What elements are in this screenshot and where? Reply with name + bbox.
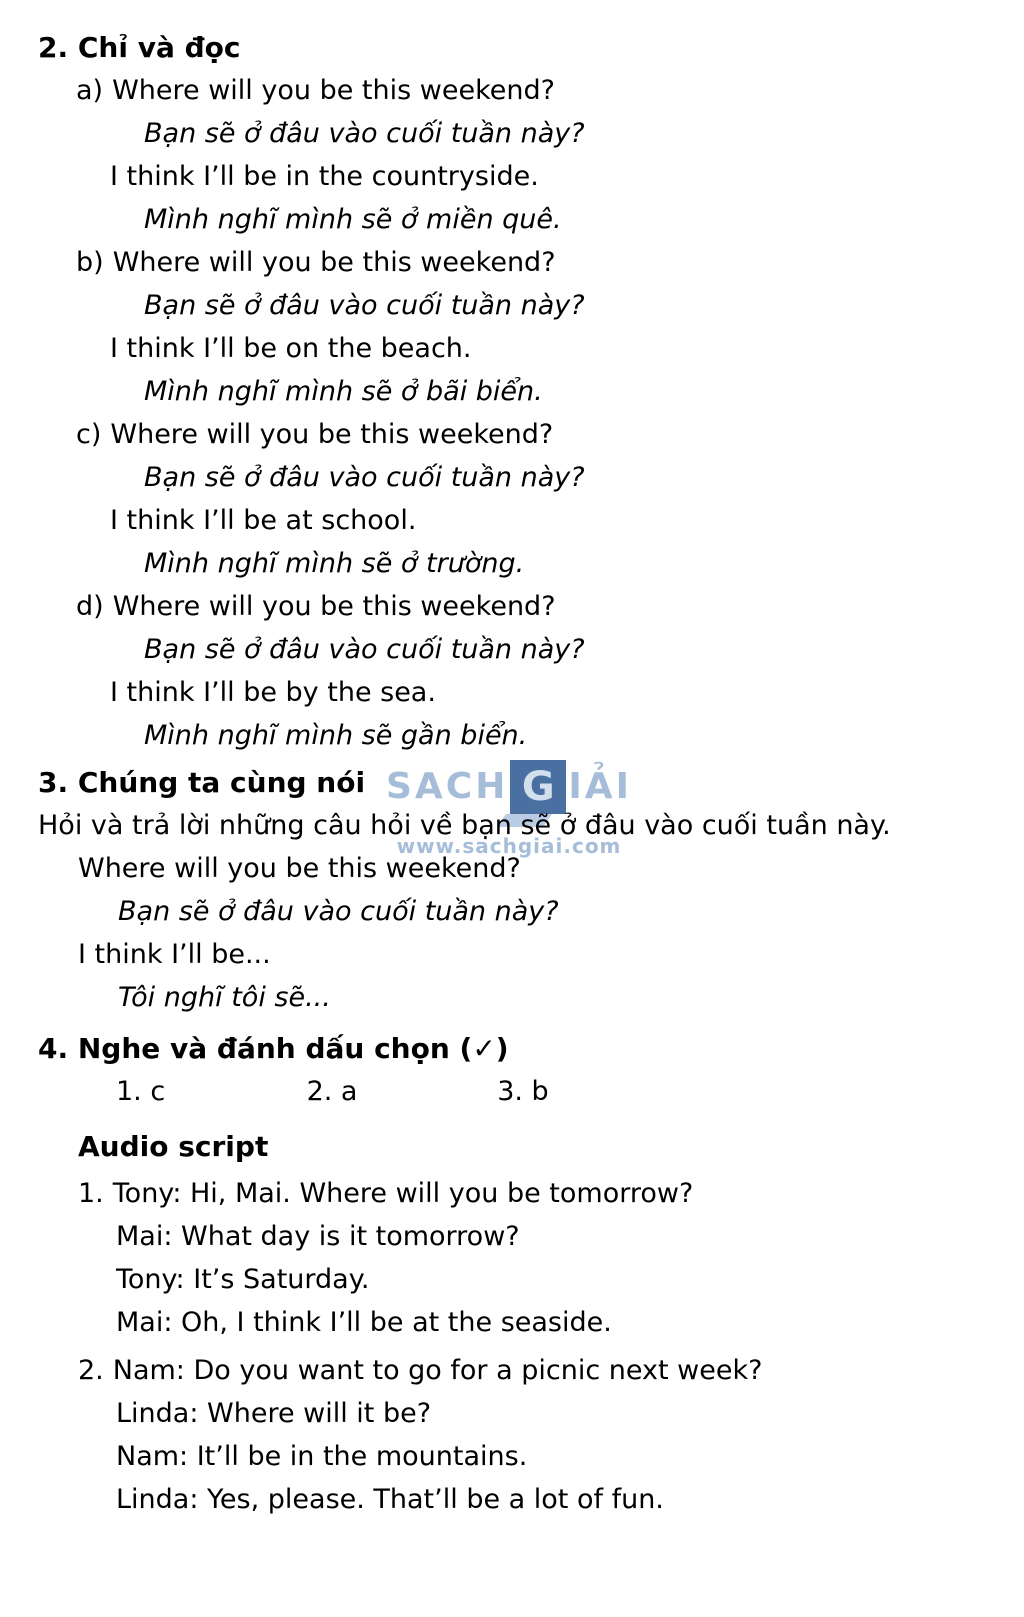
answer-vi: Mình nghĩ mình sẽ ở miền quê. xyxy=(144,204,562,235)
question-line xyxy=(76,413,1006,456)
question-en: Where will you be this weekend? xyxy=(112,75,555,106)
dialogue-text: Tony: Hi, Mai. Where will you be tomorrow? xyxy=(112,1178,694,1209)
dialogue-number: 1. xyxy=(78,1178,104,1209)
answer-en: I think I’ll be by the sea. xyxy=(110,677,436,708)
question-vi: Bạn sẽ ở đâu vào cuối tuần này? xyxy=(118,896,559,927)
question-line xyxy=(76,585,1006,628)
question-vi: Bạn sẽ ở đâu vào cuối tuần này? xyxy=(144,462,585,493)
section-4-heading: 4. Nghe và đánh dấu chọn (✓) xyxy=(38,1032,509,1065)
watermark-brand-right: IẢI xyxy=(568,766,632,807)
item-label: a) xyxy=(76,75,104,106)
listening-answers-row xyxy=(116,1070,1006,1113)
audio-script-heading: Audio script xyxy=(78,1130,269,1163)
question-vi: Bạn sẽ ở đâu vào cuối tuần này? xyxy=(144,118,585,149)
listening-answer-2: 2. a xyxy=(306,1076,358,1107)
listening-answer-3: 3. b xyxy=(497,1076,549,1107)
question-line xyxy=(76,69,1006,112)
dialogue-line xyxy=(78,1349,1006,1392)
answer-en: I think I’ll be... xyxy=(78,939,271,970)
question-line xyxy=(76,241,1006,284)
section-3-heading: 3. Chúng ta cùng nói xyxy=(38,766,366,799)
listening-answer-1: 1. c xyxy=(116,1076,166,1107)
section-2-heading: 2. Chỉ và đọc xyxy=(38,31,241,64)
dialogue-line: Linda: Yes, please. That’ll be a lot of fun. xyxy=(116,1484,664,1515)
watermark-brand-left: SACH xyxy=(386,766,509,807)
answer-vi: Mình nghĩ mình sẽ ở bãi biển. xyxy=(144,376,543,407)
item-label: b) xyxy=(76,247,104,278)
qa-item-c xyxy=(38,413,1006,585)
item-label: d) xyxy=(76,591,104,622)
dialogue-line: Mai: What day is it tomorrow? xyxy=(116,1221,520,1252)
qa-item-b xyxy=(38,241,1006,413)
qa-item-a xyxy=(38,69,1006,241)
item-label: c) xyxy=(76,419,102,450)
question-en: Where will you be this weekend? xyxy=(112,247,556,278)
question-en: Where will you be this weekend? xyxy=(78,853,521,884)
qa-item-d xyxy=(38,585,1006,757)
dialogue-line: Mai: Oh, I think I’ll be at the seaside. xyxy=(116,1307,612,1338)
dialogue-line: Tony: It’s Saturday. xyxy=(116,1264,370,1295)
watermark-url: www.sachgiai.com xyxy=(396,834,622,858)
dialogue-2 xyxy=(38,1349,1006,1521)
answer-vi: Tôi nghĩ tôi sẽ... xyxy=(118,982,331,1013)
question-vi: Bạn sẽ ở đâu vào cuối tuần này? xyxy=(144,634,585,665)
question-vi: Bạn sẽ ở đâu vào cuối tuần này? xyxy=(144,290,585,321)
answer-en: I think I’ll be on the beach. xyxy=(110,333,472,364)
logo-letter: G xyxy=(521,764,555,810)
dialogue-line: Nam: It’ll be in the mountains. xyxy=(116,1441,528,1472)
question-en: Where will you be this weekend? xyxy=(110,419,554,450)
dialogue-line: Linda: Where will it be? xyxy=(116,1398,432,1429)
answer-vi: Mình nghĩ mình sẽ gần biển. xyxy=(144,720,528,751)
section-3-intro: Hỏi và trả lời những câu hỏi về bạn sẽ ở đâu vào cuối tuần này. xyxy=(38,810,891,841)
answer-en: I think I’ll be at school. xyxy=(110,505,417,536)
dialogue-number: 2. xyxy=(78,1355,104,1386)
dialogue-line xyxy=(78,1172,1006,1215)
question-en: Where will you be this weekend? xyxy=(112,591,556,622)
dialogue-text: Nam: Do you want to go for a picnic next week? xyxy=(112,1355,763,1386)
answer-vi: Mình nghĩ mình sẽ ở trường. xyxy=(144,548,525,579)
answer-en: I think I’ll be in the countryside. xyxy=(110,161,539,192)
dialogue-1 xyxy=(38,1172,1006,1344)
